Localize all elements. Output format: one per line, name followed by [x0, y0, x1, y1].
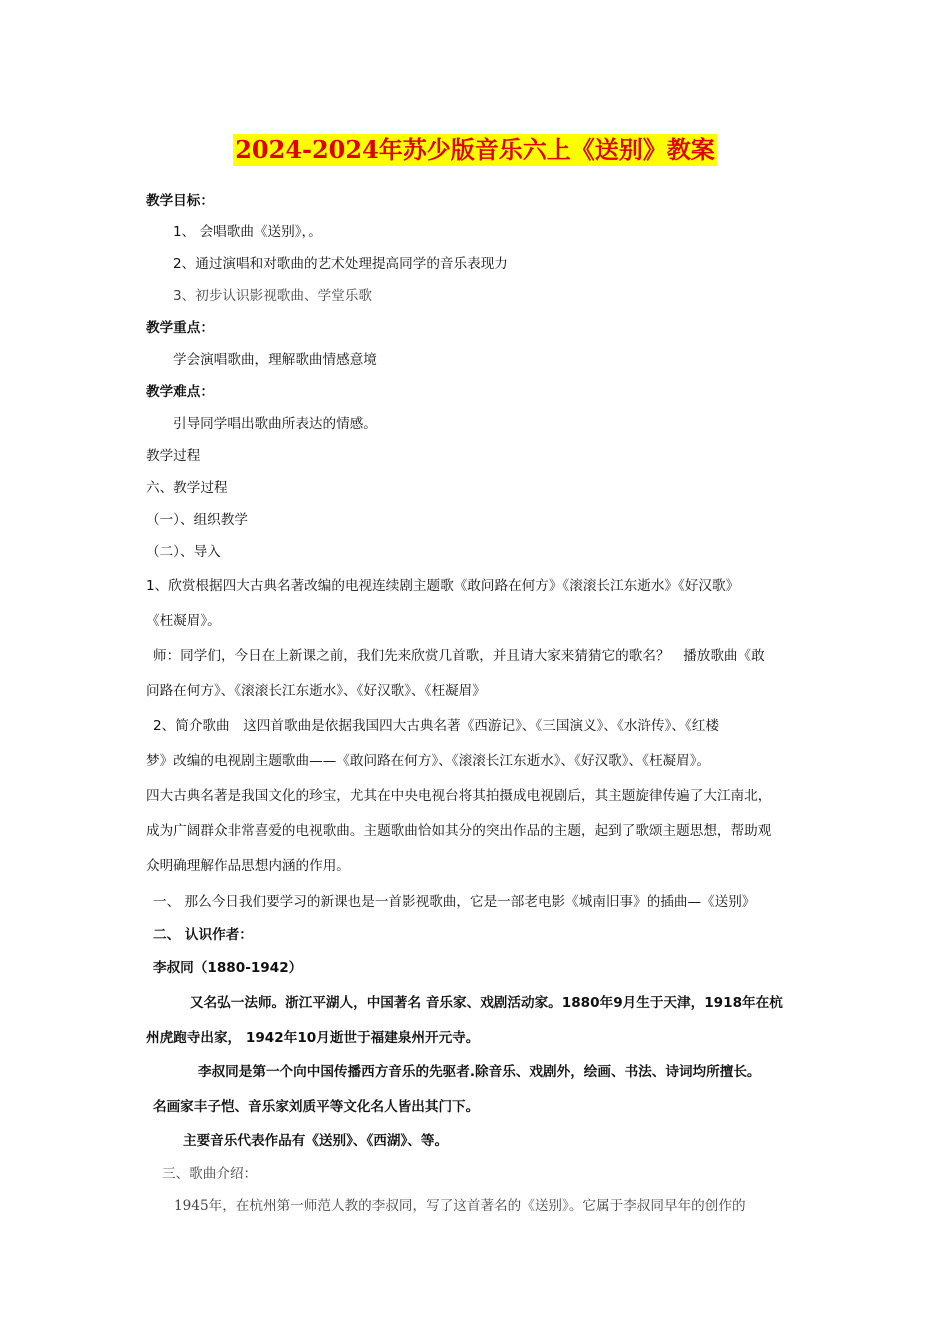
paragraph-line: 一、 那么今日我们要学习的新课也是一首影视歌曲，它是一部老电影《城南旧事》的插曲—《送别》 — [153, 894, 756, 910]
paragraph-line: 四大古典名著是我国文化的珍宝，尤其在中央电视台将其拍摄成电视剧后，其主题旋律传遍了大江南北， — [146, 788, 772, 804]
process-substep-2: （二）、导入 — [146, 544, 221, 560]
section-heading-song-intro: 三、歌曲介绍： — [162, 1166, 258, 1182]
author-bio-line: 又名弘一法师。浙江平湖人，中国著名 音乐家、戏剧活动家。1880年9月生于天津，1918年在杭 — [190, 995, 783, 1011]
objective-3: 3、初步认识影视歌曲、学堂乐歌 — [173, 288, 372, 304]
paragraph-line: 《枉凝眉》。 — [146, 613, 221, 629]
paragraph-line: 梦》改编的电视剧主题歌曲——《敢问路在何方》、《滚滚长江东逝水》、《好汉歌》、《枉凝眉》。 — [146, 753, 711, 769]
paragraph-line: 问路在何方》、《滚滚长江东逝水》、《好汉歌》、《枉凝眉》 — [146, 683, 486, 699]
objective-2: 2、通过演唱和对歌曲的艺术处理提高同学的音乐表现力 — [173, 256, 508, 272]
paragraph-line: 成为广阔群众非常喜爱的电视歌曲。主题歌曲恰如其分的突出作品的主题，起到了歌颂主题思想，帮助观 — [146, 823, 772, 839]
paragraph-line: 师：同学们，今日在上新课之前，我们先来欣赏几首歌，并且请大家来猜猜它的歌名？ 播放歌曲《敢 — [153, 648, 765, 664]
key-points-text: 学会演唱歌曲，理解歌曲情感意境 — [173, 352, 377, 368]
process-substep-1: （一）、组织教学 — [146, 512, 248, 528]
document-title: 2024-2024年苏少版音乐六上《送别》教案 — [235, 135, 715, 164]
author-bio-line: 李叔同是第一个向中国传播西方音乐的先驱者.除音乐、戏剧外，绘画、书法、诗词均所擅长。 — [198, 1064, 761, 1080]
paragraph-line: 2、简介歌曲 这四首歌曲是依据我国四大古典名著《西游记》、《三国演义》、《水浒传》、《红楼 — [153, 718, 719, 734]
section-heading-process: 教学过程 — [146, 448, 201, 464]
section-heading-difficulties: 教学难点： — [146, 384, 214, 400]
author-name: 李叔同（1880-1942） — [153, 960, 303, 976]
title-container — [0, 134, 950, 166]
objective-1: 1、 会唱歌曲《送别》，。 — [173, 224, 322, 240]
song-intro-text: 1945年，在杭州第一师范人教的李叔同，写了这首著名的《送别》。它属于李叔同早年的创作的 — [174, 1198, 746, 1214]
section-heading-key-points: 教学重点： — [146, 320, 214, 336]
paragraph-line: 众明确理解作品思想内涵的作用。 — [146, 858, 350, 874]
author-bio-line: 州虎跑寺出家， 1942年10月逝世于福建泉州开元寺。 — [146, 1030, 480, 1046]
author-works: 主要音乐代表作品有《送别》、《西湖》、等。 — [183, 1133, 449, 1149]
author-bio-line: 名画家丰子恺、音乐家刘质平等文化名人皆出其门下。 — [153, 1099, 480, 1115]
process-step-6: 六、教学过程 — [146, 480, 228, 496]
paragraph-line: 1、欣赏根据四大古典名著改编的电视连续剧主题歌《敢问路在何方》《滚滚长江东逝水》《好汉歌》 — [146, 578, 740, 594]
difficulties-text: 引导同学唱出歌曲所表达的情感。 — [173, 416, 377, 432]
section-heading-objectives: 教学目标： — [146, 193, 214, 209]
section-heading-author: 二、 认识作者： — [153, 927, 253, 943]
